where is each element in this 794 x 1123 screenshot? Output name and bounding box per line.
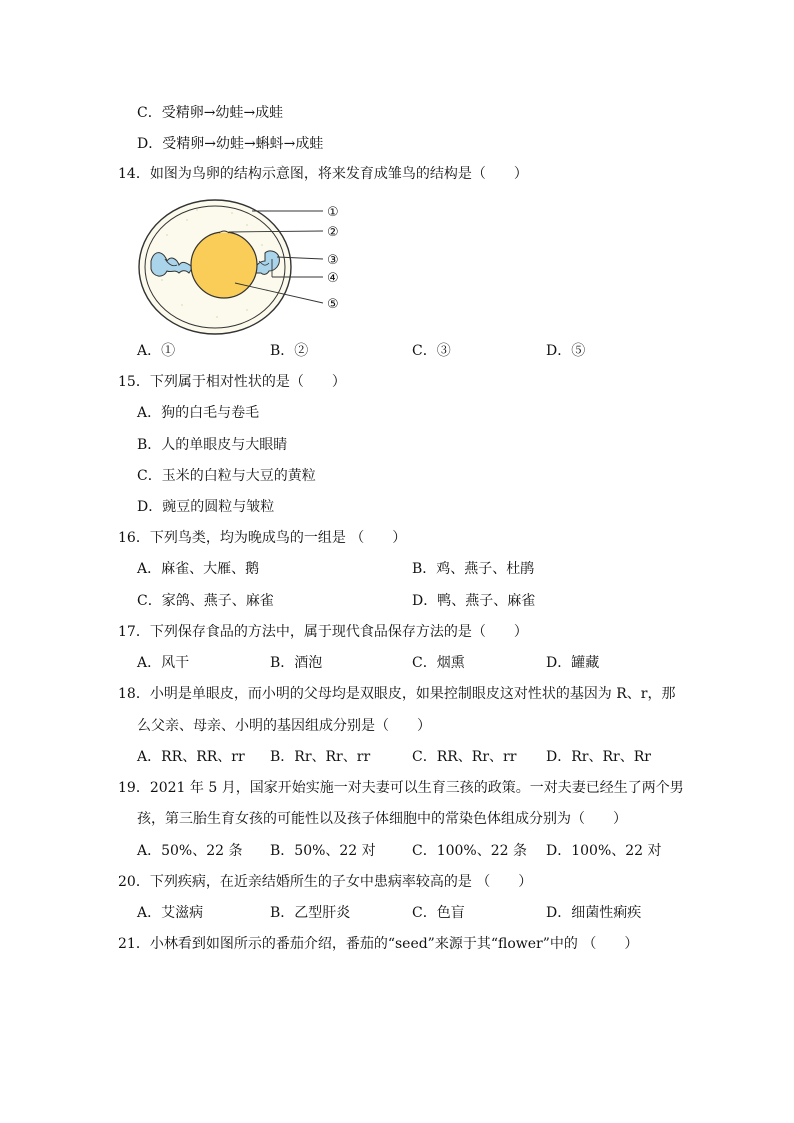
q14-option-a: A．① — [137, 343, 176, 359]
q15-option-c: C．玉米的白粒与大豆的黄粒 — [137, 468, 316, 484]
q17-option-d: D．罐藏 — [546, 655, 600, 671]
q14-option-d: D．⑤ — [546, 343, 586, 359]
q16-stem: 16．下列鸟类，均为晚成鸟的一组是 （ ） — [118, 530, 407, 546]
q16-option-d: D．鸭、燕子、麻雀 — [412, 593, 536, 609]
q20-option-d: D．细菌性痢疾 — [546, 905, 642, 921]
q17-option-c: C．烟熏 — [412, 655, 465, 671]
q14-option-c: C．③ — [412, 343, 451, 359]
q18-option-b: B．Rr、Rr、rr — [270, 749, 371, 765]
q17-stem: 17．下列保存食品的方法中，属于现代食品保存方法的是（ ） — [118, 624, 528, 640]
q20-option-b: B．乙型肝炎 — [270, 905, 351, 921]
q20-stem: 20．下列疾病，在近亲结婚所生的子女中患病率较高的是 （ ） — [118, 874, 533, 890]
q19-stem-line1: 19．2021 年 5 月，国家开始实施一对夫妻可以生育三孩的政策。一对夫妻已经生了两个男 — [118, 780, 684, 796]
bird-egg-structure-diagram — [137, 195, 367, 340]
egg-yolk — [191, 232, 257, 298]
q16-option-a: A．麻雀、大雁、鹅 — [137, 561, 260, 577]
q15-stem: 15．下列属于相对性状的是（ ） — [118, 374, 346, 390]
q20-option-c: C．色盲 — [412, 905, 465, 921]
q19-option-d: D．100%、22 对 — [546, 843, 662, 859]
q14-option-b: B．② — [270, 343, 309, 359]
q20-option-a: A．艾滋病 — [137, 905, 204, 921]
label-4: ④ — [327, 271, 339, 286]
q15-option-d: D．豌豆的圆粒与皱粒 — [137, 499, 275, 515]
q18-stem-line2: 么父亲、母亲、小明的基因组成分别是（ ） — [137, 718, 431, 734]
q13-option-c: C．受精卵→幼蛙→成蛙 — [137, 105, 284, 121]
q16-option-c: C．家鸽、燕子、麻雀 — [137, 593, 274, 609]
q19-option-a: A．50%、22 条 — [137, 843, 243, 859]
q19-stem-line2: 孩，第三胎生育女孩的可能性以及孩子体细胞中的常染色体组成分别为（ ） — [137, 811, 627, 827]
q18-option-d: D．Rr、Rr、Rr — [546, 749, 651, 765]
label-5: ⑤ — [327, 297, 339, 312]
q17-option-a: A．风干 — [137, 655, 190, 671]
q19-option-c: C．100%、22 条 — [412, 843, 528, 859]
label-1: ① — [327, 205, 339, 220]
q18-option-a: A．RR、RR、rr — [137, 749, 245, 765]
label-3: ③ — [327, 253, 339, 268]
q16-option-b: B．鸡、燕子、杜鹃 — [412, 561, 535, 577]
q18-option-c: C．RR、Rr、rr — [412, 749, 517, 765]
q17-option-b: B．酒泡 — [270, 655, 323, 671]
label-2: ② — [327, 225, 339, 240]
q13-option-d: D．受精卵→幼蛙→蝌蚪→成蛙 — [137, 136, 324, 152]
q15-option-a: A．狗的白毛与卷毛 — [137, 405, 260, 421]
q21-stem: 21．小林看到如图所示的番茄介绍，番茄的“seed”来源于其“flower”中的 （ ） — [118, 936, 639, 952]
q14-stem: 14．如图为鸟卵的结构示意图，将来发育成雏鸟的结构是（ ） — [118, 166, 528, 182]
q18-stem-line1: 18．小明是单眼皮，而小明的父母均是双眼皮，如果控制眼皮这对性状的基因为 R、r，那 — [118, 686, 676, 702]
q19-option-b: B．50%、22 对 — [270, 843, 376, 859]
q15-option-b: B．人的单眼皮与大眼睛 — [137, 437, 288, 453]
